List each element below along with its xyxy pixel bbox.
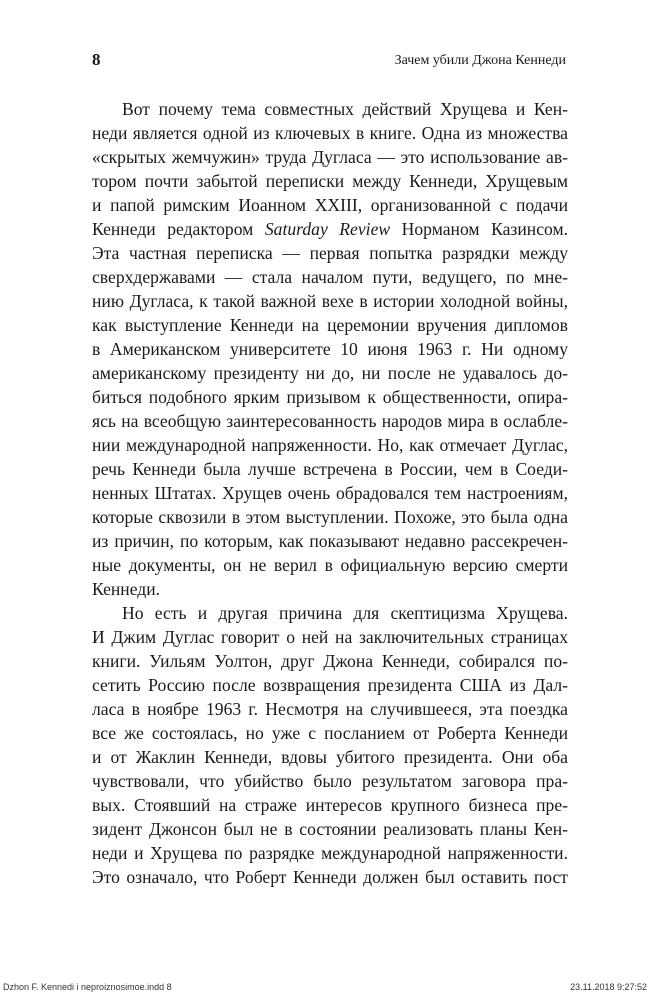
page-number: 8 [92, 50, 101, 69]
text-line: и от Жаклин Кеннеди, вдовы убитого президента. Они оба [92, 747, 568, 767]
text-line: из причин, по которым, как показывают недавно рассекречен- [92, 531, 568, 551]
text-line: все же состоялась, но уже с посланием от Роберта Кеннеди [92, 723, 568, 743]
text-line: Кеннеди. [92, 579, 161, 599]
text-line: книги. Уильям Уолтон, друг Джона Кеннеди, собирался по- [92, 651, 568, 671]
text-line: сверхдержавами — стала началом пути, ведущего, по мне- [92, 267, 568, 287]
text-line: чувствовали, что убийство было результатом заговора пра- [92, 771, 568, 791]
magazine-title: Saturday Review [264, 219, 391, 239]
print-timestamp: 23.11.2018 9:27:52 [570, 982, 647, 992]
text-line: нии международной напряженности. Но, как отмечает Дуглас, [92, 435, 568, 455]
text-line: в Американском университете 10 июня 1963 г. Ни одному [92, 339, 568, 359]
text-line: как выступление Кеннеди на церемонии вручения дипломов [92, 315, 568, 335]
text-line: Это означало, что Роберт Кеннеди должен был оставить пост [92, 867, 568, 887]
text-line: неди и Хрущева по разрядке международной напряженности. [92, 843, 568, 863]
text-fragment: Кеннеди редактором [92, 219, 265, 239]
text-line: Эта частная переписка — первая попытка разрядки между [92, 243, 568, 263]
text-line: «скрытых жемчужин» труда Дугласа — это использование ав- [92, 147, 568, 167]
text-line: нию Дугласа, к такой важной вехе в истории холодной войны, [92, 291, 568, 311]
text-line: И Джим Дуглас говорит о ней на заключительных страницах [92, 627, 568, 647]
text-fragment: Норманом Казинсом. [390, 219, 568, 239]
text-line: которые сквозили в этом выступлении. Похоже, это была одна [92, 507, 568, 527]
print-file-name: Dzhon F. Kennedi i neproiznosimoe.indd 8 [3, 982, 172, 992]
text-line: и папой римским Иоанном XXIII, организованной с подачи [92, 195, 568, 215]
text-line: ненных Штатах. Хрущев очень обрадовался тем настроениям, [92, 483, 568, 503]
text-line: тором почти забытой переписки между Кеннеди, Хрущевым [92, 171, 568, 191]
text-line-with-italic [92, 217, 568, 241]
running-head: Зачем убили Джона Кеннеди [394, 53, 566, 68]
text-line: речь Кеннеди была лучше встречена в России, чем в Соеди- [92, 459, 568, 479]
text-line: неди является одной из ключевых в книге. Одна из множества [92, 123, 568, 143]
text-line: вых. Стоявший на страже интересов крупного бизнеса пре- [92, 795, 568, 815]
text-line: ласа в ноябре 1963 г. Несмотря на случившееся, эта поездка [92, 699, 568, 719]
text-line: Вот почему тема совместных действий Хрущева и Кен- [122, 99, 568, 119]
text-line: ные документы, он не верил в официальную версию смерти [92, 555, 568, 575]
text-line: биться подобного ярким призывом к общественности, опира- [92, 387, 568, 407]
text-line: ясь на всеобщую заинтересованность народов мира в ослабле- [92, 411, 568, 431]
text-line: сетить Россию после возвращения президента США из Дал- [92, 675, 568, 695]
text-line: американскому президенту ни до, ни после не удавалось до- [92, 363, 568, 383]
text-line: зидент Джонсон был не в состоянии реализовать планы Кен- [92, 819, 568, 839]
text-line: Но есть и другая причина для скептицизма Хрущева. [122, 603, 568, 623]
